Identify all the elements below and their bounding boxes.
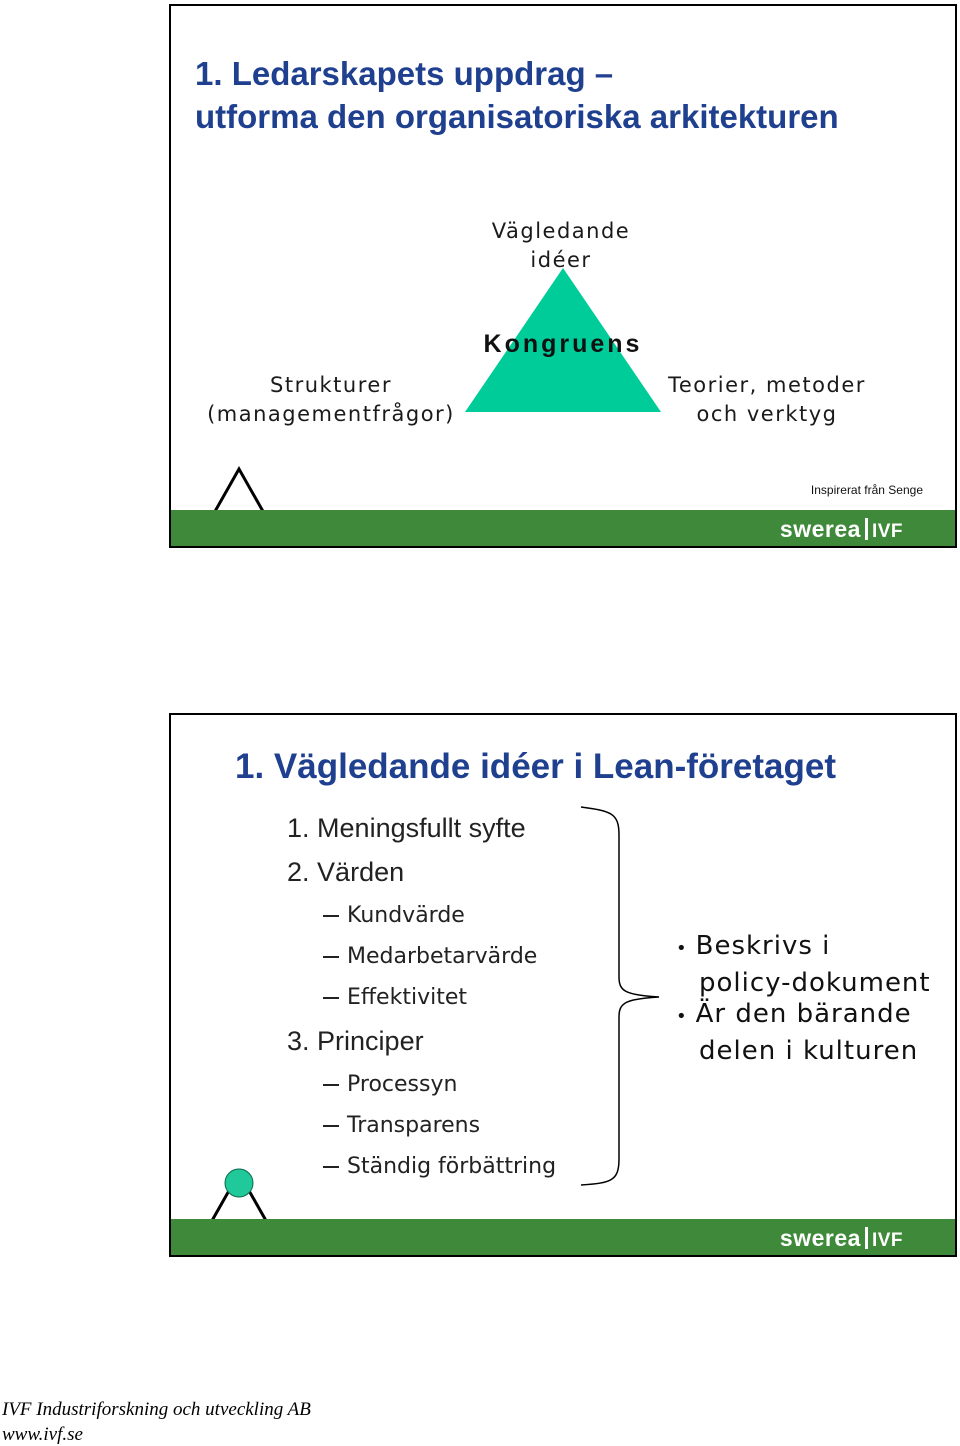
congruence-triangle-diagram bbox=[171, 6, 955, 546]
sub-item-customer-value: Kundvärde bbox=[323, 903, 465, 928]
bullet-core-of-culture: • Är den bärande delen i kulturen bbox=[676, 999, 919, 1066]
curly-brace bbox=[581, 807, 659, 1185]
slide-2-footer-bar bbox=[171, 1219, 955, 1255]
bullet-described-in-policy: • Beskrivs i policy-dokument bbox=[676, 931, 931, 998]
slide-1-title-line-2: utforma den organisatoriska arkitekturen bbox=[195, 98, 839, 135]
sub-item-efficiency: Effektivitet bbox=[323, 985, 467, 1010]
slide-1-footer-bar bbox=[171, 510, 955, 546]
highlighted-node-icon bbox=[225, 1169, 253, 1197]
slide-2-title: 1. Vägledande idéer i Lean-företaget bbox=[235, 747, 836, 786]
swerea-ivf-logo: swerea IVF bbox=[779, 516, 903, 542]
list-item-purpose: 1. Meningsfullt syfte bbox=[287, 813, 526, 843]
slide-1-title-line-1: 1. Ledarskapets uppdrag – bbox=[195, 55, 614, 92]
credit-text: Inspirerat från Senge bbox=[810, 483, 923, 497]
list-item-values: 2. Värden bbox=[287, 857, 405, 887]
slide-1 bbox=[169, 4, 957, 548]
company-name: IVF Industriforskning och utveckling AB bbox=[2, 1399, 311, 1420]
congruence-label: Kongruens bbox=[483, 330, 643, 358]
slide-2 bbox=[169, 713, 957, 1257]
theories-label: Teorier, metoder och verktyg bbox=[668, 373, 866, 426]
sub-item-continuous-improvement: Ständig förbättring bbox=[323, 1154, 556, 1179]
sub-item-transparency: Transparens bbox=[323, 1113, 480, 1138]
swerea-ivf-logo: swerea IVF bbox=[779, 1225, 903, 1251]
guiding-ideas-label: Vägledande idéer bbox=[491, 219, 631, 272]
sub-item-process-view: Processyn bbox=[323, 1072, 457, 1097]
sub-item-employee-value: Medarbetarvärde bbox=[323, 944, 537, 969]
company-website[interactable]: www.ivf.se bbox=[2, 1424, 83, 1445]
structures-label: Strukturer (managementfrågor) bbox=[207, 373, 455, 426]
list-item-principles: 3. Principer bbox=[287, 1026, 424, 1056]
